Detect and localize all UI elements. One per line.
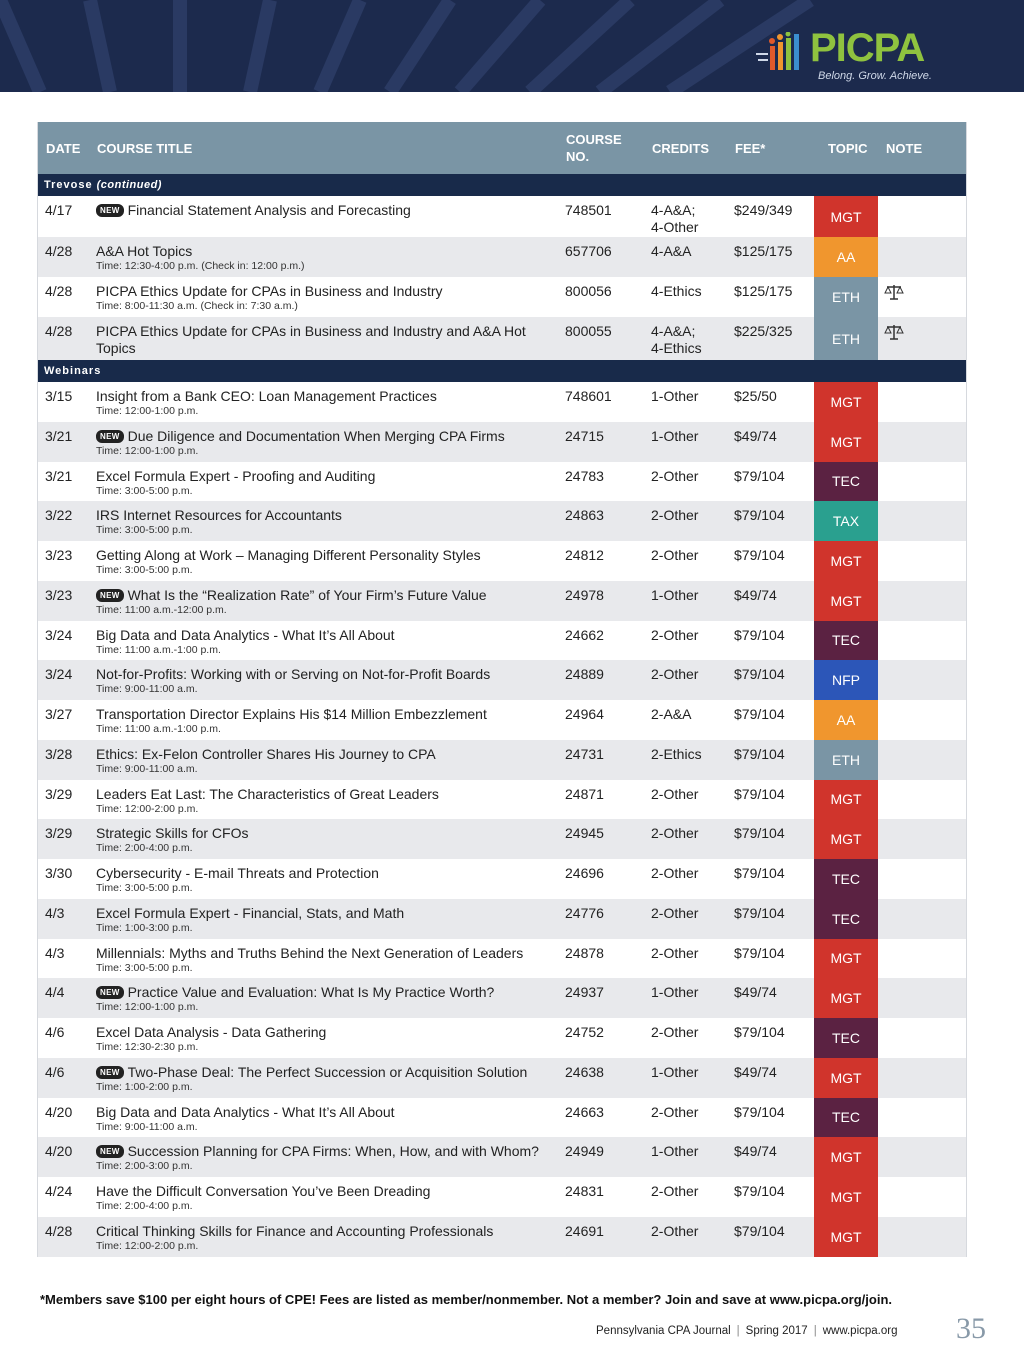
row-credits: 2-Other	[651, 785, 699, 802]
scales-icon	[884, 323, 904, 341]
row-fee: $125/175	[734, 283, 793, 299]
new-badge-icon: NEW	[96, 1066, 124, 1079]
table-row	[38, 422, 966, 462]
course-title-text: Millennials: Myths and Truths Behind the Next Generation of Leaders	[96, 944, 524, 961]
row-fee: $79/104	[734, 1103, 785, 1120]
row-date: 4/6	[45, 1024, 65, 1040]
topic-badge: TEC	[814, 1018, 878, 1058]
row-course-no: 24863	[565, 507, 604, 524]
row-fee: $125/175	[734, 243, 793, 259]
course-time: Time: 12:00-1:00 p.m.	[96, 405, 199, 417]
row-fee: $49/74	[734, 984, 777, 1001]
row-course-no: 24731	[565, 745, 604, 762]
table-row	[38, 780, 966, 820]
row-date: 3/23	[45, 547, 73, 563]
topic-badge: AA	[814, 700, 878, 740]
row-fee: $79/104	[734, 1222, 785, 1239]
topic-badge: MGT	[814, 581, 878, 621]
row-credits: 2-Other	[651, 666, 699, 683]
new-badge-icon: NEW	[96, 430, 124, 443]
course-time: Time: 12:00-1:00 p.m.	[96, 444, 199, 457]
course-time: Time: 12:00-1:00 p.m.	[96, 1001, 199, 1014]
row-course-title	[96, 1183, 556, 1213]
footer-site[interactable]: www.picpa.org	[822, 1325, 898, 1337]
row-fee: $79/104	[734, 865, 785, 881]
header-course-no-line2: NO.	[566, 149, 590, 164]
logo-tagline: Belong. Grow. Achieve.	[818, 70, 932, 82]
table-row	[38, 1137, 966, 1177]
topic-badge: MGT	[814, 541, 878, 581]
row-fee: $79/104	[734, 1183, 785, 1199]
section-header	[38, 360, 966, 382]
footer-journal: Pennsylvania CPA Journal	[596, 1325, 731, 1337]
row-course-title	[96, 1143, 556, 1173]
row-course-no: 24783	[565, 467, 604, 484]
course-title-text: Getting Along at Work – Managing Different Personality Styles	[96, 547, 481, 563]
topic-badge: AA	[814, 237, 878, 277]
row-fee: $79/104	[734, 547, 785, 563]
course-title-text: Big Data and Data Analytics - What It’s All About	[96, 1103, 395, 1120]
section-name: Trevose	[44, 179, 93, 191]
topic-badge: TAX	[814, 501, 878, 541]
table-row	[38, 277, 966, 317]
row-fee: $79/104	[734, 825, 785, 842]
table-row	[38, 317, 966, 360]
row-date: 3/30	[45, 865, 73, 881]
row-date: 3/24	[45, 626, 73, 643]
course-title-text: IRS Internet Resources for Accountants	[96, 507, 342, 524]
header-course-title: COURSE TITLE	[97, 140, 193, 156]
page-number: 35	[956, 1312, 986, 1345]
row-course-title	[96, 1024, 556, 1054]
row-course-title	[96, 587, 556, 617]
row-course-no: 748501	[565, 202, 612, 218]
topic-badge: ETH	[814, 317, 878, 360]
header-topic: TOPIC	[828, 140, 868, 156]
row-course-no: 24889	[565, 666, 604, 683]
table-row	[38, 899, 966, 939]
row-fee: $49/74	[734, 586, 777, 603]
section-name: Webinars	[44, 365, 102, 377]
row-fee: $79/104	[734, 626, 785, 643]
row-course-no: 24638	[565, 1063, 604, 1080]
course-title-text: PICPA Ethics Update for CPAs in Business and Industry	[96, 283, 443, 299]
picpa-logo	[756, 26, 936, 84]
topic-badge: MGT	[814, 1137, 878, 1177]
course-time: Time: 3:00-5:00 p.m.	[96, 564, 193, 576]
row-date: 3/15	[45, 388, 73, 404]
row-date: 3/27	[45, 706, 73, 722]
course-title-text: Ethics: Ex-Felon Controller Shares His Journey to CPA	[96, 745, 436, 762]
course-title-text: A&A Hot Topics	[96, 243, 193, 259]
topic-badge: TEC	[814, 859, 878, 899]
topic-badge: TEC	[814, 462, 878, 502]
topic-badge: MGT	[814, 1217, 878, 1257]
row-course-title	[96, 388, 556, 418]
row-course-title	[96, 1104, 556, 1134]
table-row	[38, 1058, 966, 1098]
row-course-title	[96, 323, 556, 357]
row-credits: 1-Other	[651, 586, 699, 603]
row-credits: 4-A&A; 4-Ethics	[651, 323, 702, 356]
table-row	[38, 541, 966, 581]
row-course-no: 24696	[565, 865, 604, 881]
row-date: 3/29	[45, 825, 73, 842]
row-course-no: 24878	[565, 944, 604, 961]
row-credits: 1-Other	[651, 1063, 699, 1080]
course-time: Time: 11:00 a.m.-1:00 p.m.	[96, 643, 221, 656]
row-date: 4/6	[45, 1063, 65, 1080]
row-credits: 2-Other	[651, 1183, 699, 1199]
row-date: 3/22	[45, 507, 73, 524]
row-course-no: 24752	[565, 1024, 604, 1040]
row-credits: 2-Other	[651, 1103, 699, 1120]
row-course-title	[96, 666, 556, 696]
header-course-no	[566, 122, 622, 174]
table-row	[38, 660, 966, 700]
row-credits: 2-Other	[651, 865, 699, 881]
table-row	[38, 237, 966, 277]
row-fee: $79/104	[734, 467, 785, 484]
topic-badge: MGT	[814, 1058, 878, 1098]
table-row	[38, 196, 966, 237]
row-course-title	[96, 1064, 556, 1094]
row-course-title	[96, 865, 556, 895]
row-credits: 4-A&A	[651, 243, 692, 259]
header-note: NOTE	[886, 140, 923, 156]
topic-badge: MGT	[814, 978, 878, 1018]
row-course-title	[96, 468, 556, 498]
header-banner	[0, 0, 1024, 92]
row-course-title	[96, 825, 556, 855]
topic-badge: ETH	[814, 740, 878, 780]
row-course-no: 24937	[565, 984, 604, 1001]
row-credits: 2-Other	[651, 904, 699, 921]
row-course-no: 24831	[565, 1183, 604, 1199]
table-header	[38, 122, 966, 174]
course-time: Time: 9:00-11:00 a.m.	[96, 1120, 198, 1133]
topic-badge: MGT	[814, 939, 878, 979]
row-credits: 1-Other	[651, 1143, 699, 1160]
course-time: Time: 9:00-11:00 a.m.	[96, 683, 198, 696]
row-credits: 2-Other	[651, 547, 699, 563]
row-course-title	[96, 627, 556, 657]
row-date: 3/21	[45, 467, 73, 484]
row-course-title	[96, 984, 556, 1014]
row-course-no: 24691	[565, 1222, 604, 1239]
course-title-text: Excel Formula Expert - Financial, Stats, and Math	[96, 904, 405, 921]
row-course-no: 24812	[565, 547, 604, 563]
row-credits: 1-Other	[651, 984, 699, 1001]
row-course-title	[96, 1223, 556, 1253]
row-course-no: 24949	[565, 1143, 604, 1160]
header-date: DATE	[46, 140, 81, 156]
row-date: 3/29	[45, 785, 73, 802]
row-date: 3/28	[45, 745, 73, 762]
course-title-text: Succession Planning for CPA Firms: When, How, and with Whom?	[127, 1143, 539, 1160]
course-title-text: What Is the “Realization Rate” of Your Firm’s Future Value	[127, 586, 487, 603]
table-row	[38, 819, 966, 859]
row-fee: $79/104	[734, 904, 785, 921]
course-title-text: Critical Thinking Skills for Finance and Accounting Professionals	[96, 1222, 494, 1239]
row-fee: $79/104	[734, 944, 785, 961]
row-fee: $49/74	[734, 1143, 777, 1160]
row-course-title	[96, 507, 556, 537]
row-credits: 2-Other	[651, 467, 699, 484]
row-date: 4/28	[45, 1222, 73, 1239]
logo-text: PICPA	[810, 26, 925, 70]
course-time: Time: 2:00-4:00 p.m.	[96, 1200, 193, 1212]
table-row	[38, 581, 966, 621]
topic-badge: TEC	[814, 899, 878, 939]
row-course-title	[96, 746, 556, 776]
row-credits: 2-Other	[651, 626, 699, 643]
course-title-text: Big Data and Data Analytics - What It’s All About	[96, 626, 395, 643]
course-time: Time: 11:00 a.m.-12:00 p.m.	[96, 603, 227, 616]
table-row	[38, 1098, 966, 1138]
course-time: Time: 11:00 a.m.-1:00 p.m.	[96, 723, 221, 735]
row-date: 4/28	[45, 243, 73, 259]
row-course-no: 24978	[565, 586, 604, 603]
header-credits: CREDITS	[652, 140, 710, 156]
table-row	[38, 859, 966, 899]
row-course-title	[96, 283, 556, 313]
topic-badge: TEC	[814, 1098, 878, 1138]
row-course-no: 657706	[565, 243, 612, 259]
course-title-text: Have the Difficult Conversation You’ve Been Dreading	[96, 1183, 431, 1199]
footnote: *Members save $100 per eight hours of CPE! Fees are listed as member/nonmember. Not a member? Join and save at www.picpa.org/join.	[40, 1292, 893, 1307]
new-badge-icon: NEW	[96, 589, 124, 602]
row-credits: 2-Other	[651, 1222, 699, 1239]
row-date: 4/4	[45, 984, 65, 1001]
course-title-text: Practice Value and Evaluation: What Is My Practice Worth?	[127, 984, 495, 1001]
topic-badge: MGT	[814, 1177, 878, 1217]
logo-people-icon	[756, 32, 808, 72]
new-badge-icon: NEW	[96, 204, 124, 217]
page-footer: Pennsylvania CPA Journal | Spring 2017 | www.picpa.org	[596, 1325, 898, 1337]
row-fee: $249/349	[734, 202, 793, 218]
row-credits: 2-Other	[651, 1024, 699, 1040]
row-course-no: 748601	[565, 388, 612, 404]
course-title-text: Excel Data Analysis - Data Gathering	[96, 1024, 327, 1040]
row-course-title	[96, 706, 556, 736]
row-course-no: 800056	[565, 283, 612, 299]
row-fee: $79/104	[734, 745, 785, 762]
row-fee: $79/104	[734, 507, 785, 524]
course-title-text: Strategic Skills for CFOs	[96, 825, 249, 842]
table-row	[38, 939, 966, 979]
row-credits: 2-Other	[651, 507, 699, 524]
course-title-text: Not-for-Profits: Working with or Serving on Not-for-Profit Boards	[96, 666, 491, 683]
course-time: Time: 12:00-2:00 p.m.	[96, 1239, 199, 1252]
row-fee: $79/104	[734, 785, 785, 802]
row-date: 4/17	[45, 202, 73, 218]
course-time: Time: 3:00-5:00 p.m.	[96, 882, 193, 894]
row-course-no: 24776	[565, 904, 604, 921]
course-time: Time: 12:30-2:30 p.m.	[96, 1041, 199, 1053]
course-time: Time: 8:00-11:30 a.m. (Check in: 7:30 a.m.)	[96, 300, 298, 312]
course-time: Time: 2:00-3:00 p.m.	[96, 1160, 193, 1173]
table-row	[38, 382, 966, 422]
new-badge-icon: NEW	[96, 1145, 124, 1158]
row-date: 4/3	[45, 944, 65, 961]
topic-badge: NFP	[814, 660, 878, 700]
course-time: Time: 1:00-3:00 p.m.	[96, 921, 193, 934]
row-credits: 2-A&A	[651, 706, 692, 722]
row-date: 3/24	[45, 666, 73, 683]
header-fee: FEE*	[735, 140, 766, 156]
row-date: 4/20	[45, 1103, 73, 1120]
table-row	[38, 462, 966, 502]
row-credits: 4-Ethics	[651, 283, 702, 299]
topic-badge: MGT	[814, 196, 878, 237]
row-date: 4/24	[45, 1183, 73, 1199]
row-course-no: 800055	[565, 323, 612, 339]
table-row	[38, 1177, 966, 1217]
table-row	[38, 978, 966, 1018]
course-title-text: Transportation Director Explains His $14 Million Embezzlement	[96, 706, 487, 722]
topic-badge: MGT	[814, 819, 878, 859]
topic-badge: MGT	[814, 780, 878, 820]
row-course-no: 24964	[565, 706, 604, 722]
row-course-no: 24663	[565, 1103, 604, 1120]
row-credits: 2-Ethics	[651, 745, 702, 762]
topic-badge: MGT	[814, 422, 878, 462]
row-credits: 1-Other	[651, 388, 699, 404]
course-title-text: Financial Statement Analysis and Forecasting	[127, 202, 411, 218]
topic-badge: TEC	[814, 621, 878, 661]
row-credits: 2-Other	[651, 944, 699, 961]
row-course-title	[96, 547, 556, 577]
table-row	[38, 1018, 966, 1058]
row-course-no: 24715	[565, 427, 604, 444]
row-credits: 4-A&A; 4-Other	[651, 202, 699, 235]
row-credits: 1-Other	[651, 427, 699, 444]
row-fee: $79/104	[734, 1024, 785, 1040]
section-header	[38, 174, 966, 196]
row-course-title	[96, 905, 556, 935]
table-row	[38, 700, 966, 740]
scales-icon	[884, 283, 904, 301]
row-course-title	[96, 428, 556, 458]
row-course-title	[96, 945, 556, 975]
course-title-text: Cybersecurity - E-mail Threats and Protection	[96, 865, 379, 881]
row-fee: $79/104	[734, 666, 785, 683]
table-row	[38, 1217, 966, 1257]
course-time: Time: 3:00-5:00 p.m.	[96, 961, 193, 974]
course-time: Time: 1:00-2:00 p.m.	[96, 1080, 193, 1093]
row-fee: $25/50	[734, 388, 777, 404]
row-date: 4/20	[45, 1143, 73, 1160]
course-time: Time: 3:00-5:00 p.m.	[96, 524, 193, 537]
table-row	[38, 740, 966, 780]
topic-badge: MGT	[814, 382, 878, 422]
course-time: Time: 12:30-4:00 p.m. (Check in: 12:00 p.m.)	[96, 260, 305, 272]
row-course-title	[96, 202, 556, 219]
table-row	[38, 621, 966, 661]
course-time: Time: 3:00-5:00 p.m.	[96, 484, 193, 497]
row-fee: $49/74	[734, 427, 777, 444]
table-row	[38, 501, 966, 541]
row-course-no: 24945	[565, 825, 604, 842]
course-title-text: Leaders Eat Last: The Characteristics of Great Leaders	[96, 785, 439, 802]
row-fee: $225/325	[734, 323, 793, 339]
section-suffix: (continued)	[96, 179, 162, 191]
course-table	[37, 122, 967, 1257]
course-title-text: Excel Formula Expert - Proofing and Auditing	[96, 467, 376, 484]
course-time: Time: 2:00-4:00 p.m.	[96, 842, 193, 855]
row-course-title	[96, 786, 556, 816]
course-title-text: Insight from a Bank CEO: Loan Management Practices	[96, 388, 437, 404]
course-title-text: Due Diligence and Documentation When Merging CPA Firms	[127, 427, 505, 444]
row-date: 4/28	[45, 323, 73, 339]
course-title-text: Two-Phase Deal: The Perfect Succession or Acquisition Solution	[127, 1063, 528, 1080]
row-date: 4/28	[45, 283, 73, 299]
row-course-title	[96, 243, 556, 273]
new-badge-icon: NEW	[96, 986, 124, 999]
row-fee: $49/74	[734, 1063, 777, 1080]
course-time: Time: 9:00-11:00 a.m.	[96, 762, 198, 775]
row-course-no: 24662	[565, 626, 604, 643]
footer-issue: Spring 2017	[745, 1325, 808, 1337]
course-time: Time: 12:00-2:00 p.m.	[96, 802, 199, 815]
course-title-text: PICPA Ethics Update for CPAs in Business and Industry and A&A Hot Topics	[96, 323, 526, 356]
row-fee: $79/104	[734, 706, 785, 722]
row-course-no: 24871	[565, 785, 604, 802]
row-date: 3/21	[45, 427, 73, 444]
header-course-no-line1: COURSE	[566, 132, 622, 147]
row-credits: 2-Other	[651, 825, 699, 842]
row-date: 3/23	[45, 586, 73, 603]
row-date: 4/3	[45, 904, 65, 921]
topic-badge: ETH	[814, 277, 878, 317]
